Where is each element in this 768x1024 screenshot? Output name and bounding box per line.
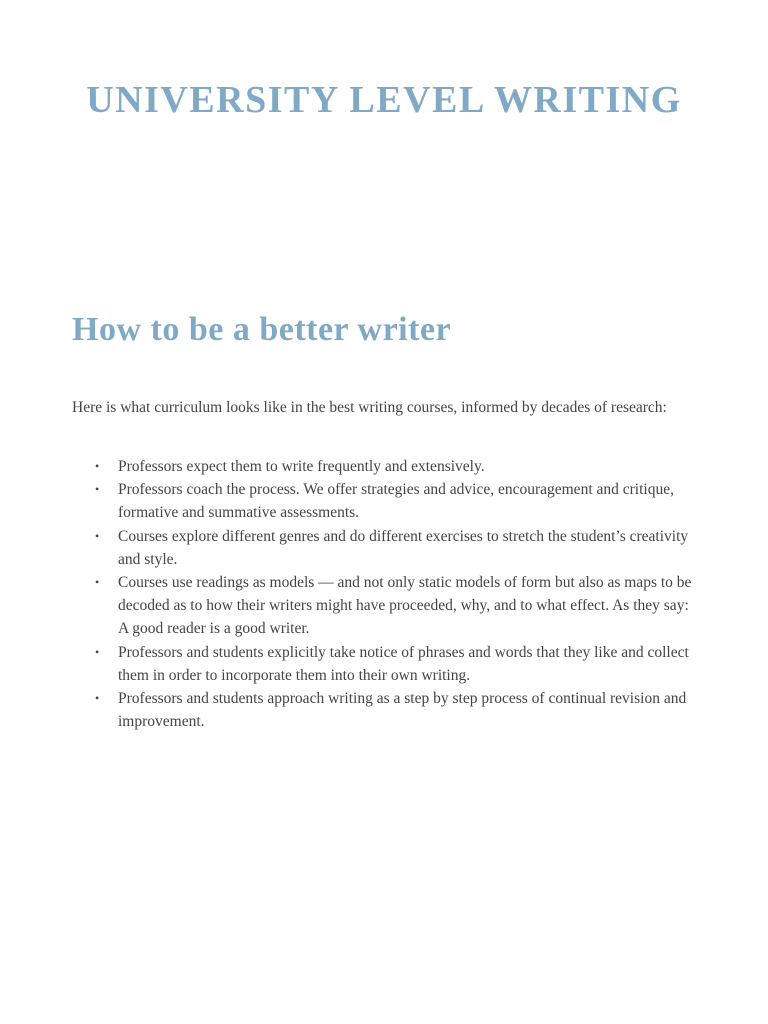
list-item-text: Professors and students approach writing as a step by step process of continual revision and improvement. [118, 690, 687, 731]
list-item-text: Professors and students explicitly take notice of phrases and words that they like and collect them in order to incorporate them into their own writing. [118, 643, 689, 684]
section-heading: How to be a better writer [72, 311, 452, 348]
list-item [72, 455, 698, 478]
bullet-icon: • [95, 691, 100, 706]
list-item [72, 571, 698, 641]
list-item [72, 478, 698, 524]
intro-paragraph: Here is what curriculum looks like in the best writing courses, informed by decades of research: [72, 399, 667, 416]
bullet-icon: • [95, 528, 100, 543]
list-item-text: Professors expect them to write frequently and extensively. [118, 458, 485, 475]
document-title: UNIVERSITY LEVEL WRITING [86, 79, 682, 121]
bullet-icon: • [95, 459, 100, 473]
list-item [72, 687, 698, 733]
bullet-icon: • [95, 644, 100, 659]
list-item-text: Professors coach the process. We offer strategies and advice, encouragement and critique, formative and summative assessments. [118, 481, 674, 522]
bullet-list [72, 455, 698, 733]
list-item-text: Courses use readings as models — and not only static models of form but also as maps to be decoded as to how their writers might have proceeded, why, and to what effect. As they say: A good reader is a good writer. [118, 574, 692, 638]
bullet-icon: • [95, 482, 100, 497]
list-item-text: Courses explore different genres and do different exercises to stretch the student’s creativity and style. [118, 527, 689, 568]
list-item [72, 525, 698, 571]
list-item [72, 641, 698, 687]
bullet-icon: • [95, 575, 100, 590]
